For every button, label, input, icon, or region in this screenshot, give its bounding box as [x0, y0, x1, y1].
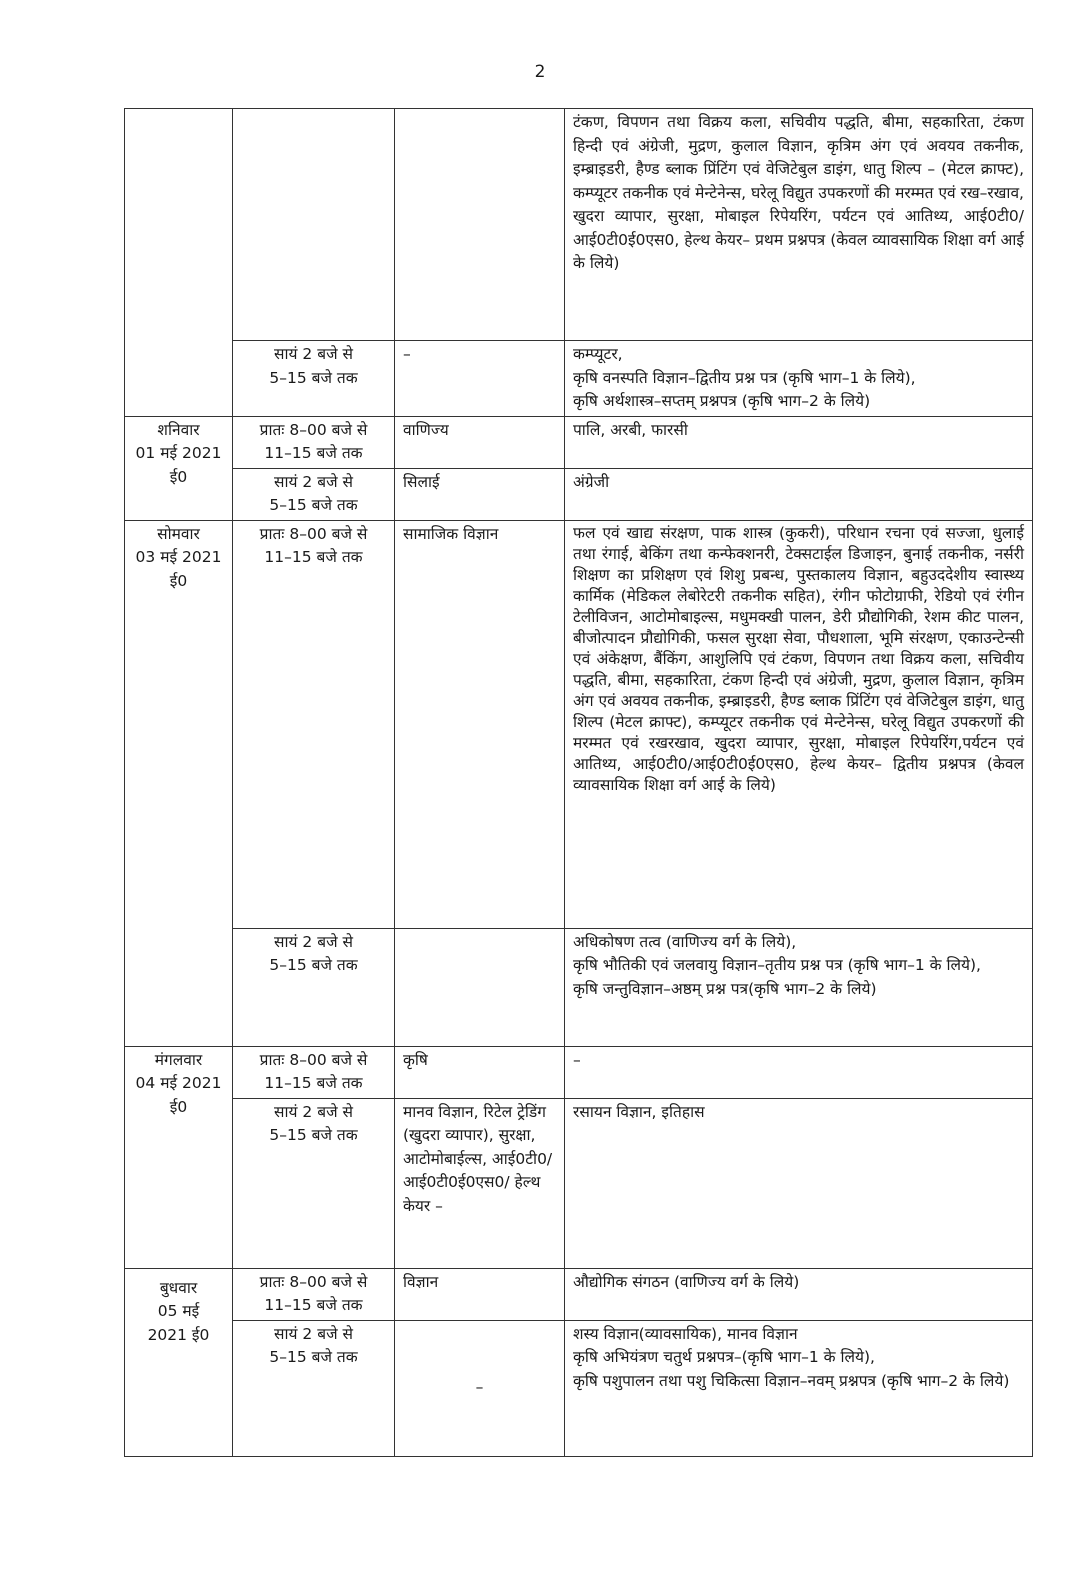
time-end: 11–15 बजे तक — [264, 548, 363, 566]
day-date: 03 मई 2021 — [135, 548, 222, 566]
time-start: सायं 2 बजे से — [274, 472, 353, 491]
paper-cell: रसायन विज्ञान, इतिहास — [565, 1098, 1033, 1268]
paper-line: कृषि भौतिकी एवं जलवायु विज्ञान–तृतीय प्रश्न पत्र (कृषि भाग–1 के लिये), — [573, 956, 981, 974]
day-name: सोमवार — [157, 524, 200, 543]
subject-cell: सिलाई — [395, 468, 565, 520]
time-cell — [233, 341, 395, 417]
day-name: मंगलवार — [154, 1050, 203, 1069]
paper-line: शस्य विज्ञान(व्यावसायिक), मानव विज्ञान — [573, 1324, 798, 1343]
time-start: प्रातः 8–00 बजे से — [259, 1050, 368, 1069]
table-row — [125, 1046, 1033, 1098]
day-era: ई0 — [169, 1097, 188, 1116]
time-start: सायं 2 बजे से — [274, 1102, 353, 1121]
time-end: 11–15 बजे तक — [264, 444, 363, 462]
paper-line: अधिकोषण तत्व (वाणिज्य वर्ग के लिये), — [573, 932, 797, 951]
subject-cell — [395, 109, 565, 341]
paper-cell: पालि, अरबी, फारसी — [565, 416, 1033, 468]
subject-cell: – — [395, 1320, 565, 1456]
time-end: 5–15 बजे तक — [269, 956, 358, 974]
table-row — [125, 1098, 1033, 1268]
time-cell — [233, 1046, 395, 1098]
paper-line: कृषि जन्तुविज्ञान–अष्ठम् प्रश्न पत्र(कृषि भाग–2 के लिये) — [573, 979, 877, 998]
day-date: 04 मई 2021 — [135, 1074, 222, 1092]
paper-cell — [565, 928, 1033, 1046]
subject-cell: कृषि — [395, 1046, 565, 1098]
subject-cell: सामाजिक विज्ञान — [395, 520, 565, 928]
time-cell — [233, 1320, 395, 1456]
time-cell — [233, 1098, 395, 1268]
table-row — [125, 1268, 1033, 1320]
day-cell — [125, 416, 233, 520]
table-row — [125, 416, 1033, 468]
table-row — [125, 341, 1033, 417]
time-cell — [233, 520, 395, 928]
time-cell — [233, 416, 395, 468]
day-cell — [125, 520, 233, 1046]
day-era: ई0 — [169, 571, 188, 590]
subject-cell: वाणिज्य — [395, 416, 565, 468]
paper-cell — [565, 1320, 1033, 1456]
table-row — [125, 109, 1033, 341]
subject-cell: – — [395, 341, 565, 417]
paper-line: कृषि अर्थशास्त्र–सप्तम् प्रश्नपत्र (कृषि भाग–2 के लिये) — [573, 392, 871, 410]
paper-cell: औद्योगिक संगठन (वाणिज्य वर्ग के लिये) — [565, 1268, 1033, 1320]
time-end: 5–15 बजे तक — [269, 368, 358, 387]
time-end: 5–15 बजे तक — [269, 1126, 358, 1144]
day-cell — [125, 1046, 233, 1268]
paper-line: कम्प्यूटर, — [573, 345, 623, 363]
table-row — [125, 928, 1033, 1046]
time-cell — [233, 109, 395, 341]
time-start: प्रातः 8–00 बजे से — [259, 524, 368, 543]
exam-schedule-table — [124, 108, 1033, 1457]
subject-cell: मानव विज्ञान, रिटेल ट्रेडिंग (खुदरा व्यापार), सुरक्षा, आटोमोबाईल्स, आई0टी0/ आई0टी0ई0एस0/ हेल्थ केयर – — [395, 1098, 565, 1268]
paper-line: कृषि अभियंत्रण चतुर्थ प्रश्नपत्र–(कृषि भाग–1 के लिये), — [573, 1348, 875, 1366]
page-number: 2 — [534, 62, 546, 82]
time-start: प्रातः 8–00 बजे से — [259, 1272, 368, 1291]
paper-cell: फल एवं खाद्य संरक्षण, पाक शास्त्र (कुकरी), परिधान रचना एवं सज्जा, धुलाई तथा रंगाई, बेकिंग तथा कन्फेक्शनरी, टेक्सटाईल डिजाइन, बुनाई तकनीक, नर्सरी शिक्षण का प्रशिक्षण एवं शिशु प्रबन्ध, पुस्तकालय विज्ञान, बहुउददेशीय स्वास्थ्य कार्मिक (मेडिकल लेबोरेटरी तकनीक सहित), रंगीन फोटोग्राफी, रेडियो एवं रंगीन टेलीविजन, आटोमोबाइल्स, मधुमक्खी पालन, डेरी प्रौद्योगिकी, रेशम कीट पालन, बीजोत्पादन प्रौद्योगिकी, फसल सुरक्षा सेवा, पौधशाला, भूमि संरक्षण, एकाउन्टेन्सी एवं अंकेक्षण, बैंकिंग, आशुलिपि एवं टंकण, विपणन तथा विक्रय कला, सचिवीय पद्धति, बीमा, सहकारिता, टंकण हिन्दी एवं अंग्रेजी, मुद्रण, कुलाल विज्ञान, कृत्रिम अंग एवं अवयव तकनीक, इम्ब्राइडरी, हैण्ड ब्लाक प्रिंटिंग एवं वेजिटेबुल डाइंग, धातु शिल्प (मेटल क्राफ्ट), कम्प्यूटर तकनीक एवं मेन्टेनेन्स, घरेलू विद्युत उपकरणों की मरम्मत एवं रखरखाव, खुदरा व्यापार, सुरक्षा, मोबाइल रिपेयरिंग,पर्यटन एवं आतिथ्य, आई0टी0/आई0टी0ई0एस0, हेल्थ केयर– द्वितीय प्रश्नपत्र (केवल व्यावसायिक शिक्षा वर्ग आई के लिये) — [565, 520, 1033, 928]
day-cell — [125, 109, 233, 417]
day-name: शनिवार — [157, 420, 200, 439]
paper-cell: – — [565, 1046, 1033, 1098]
day-date: 05 मई — [157, 1302, 200, 1320]
time-end: 5–15 बजे तक — [269, 496, 358, 514]
subject-cell: विज्ञान — [395, 1268, 565, 1320]
time-start: सायं 2 बजे से — [274, 932, 353, 951]
time-cell — [233, 928, 395, 1046]
time-start: प्रातः 8–00 बजे से — [259, 420, 368, 439]
day-date: 01 मई 2021 — [135, 444, 222, 462]
paper-line: कृषि पशुपालन तथा पशु चिकित्सा विज्ञान–नवम् प्रश्नपत्र (कृषि भाग–2 के लिये) — [573, 1371, 1010, 1390]
time-start: सायं 2 बजे से — [274, 345, 353, 363]
time-cell — [233, 1268, 395, 1320]
day-name: बुधवार — [159, 1278, 198, 1297]
time-end: 11–15 बजे तक — [264, 1296, 363, 1314]
table-row — [125, 468, 1033, 520]
time-cell — [233, 468, 395, 520]
day-era: 2021 ई0 — [147, 1325, 210, 1344]
time-end: 11–15 बजे तक — [264, 1074, 363, 1092]
subject-cell — [395, 928, 565, 1046]
paper-cell — [565, 341, 1033, 417]
table-row — [125, 520, 1033, 928]
table-row — [125, 1320, 1033, 1456]
day-cell — [125, 1268, 233, 1456]
time-start: सायं 2 बजे से — [274, 1324, 353, 1343]
day-era: ई0 — [169, 467, 188, 486]
paper-cell: टंकण, विपणन तथा विक्रय कला, सचिवीय पद्धति, बीमा, सहकारिता, टंकण हिन्दी एवं अंग्रेजी, मुद्रण, कुलाल विज्ञान, कृत्रिम अंग एवं अवयव तकनीक, इम्ब्राइडरी, हैण्ड ब्लाक प्रिंटिंग एवं वेजिटेबुल डाइंग, धातु शिल्प – (मेटल क्राफ्ट), कम्प्यूटर तकनीक एवं मेन्टेनेन्स, घरेलू विद्युत उपकरणों की मरम्मत एवं रख–रखाव, खुदरा व्यापार, सुरक्षा, मोबाइल रिपेयरिंग, पर्यटन एवं आतिथ्य, आई0टी0/आई0टी0ई0एस0, हेल्थ केयर– प्रथम प्रश्नपत्र (केवल व्यावसायिक शिक्षा वर्ग आई के लिये) — [565, 109, 1033, 341]
paper-cell: अंग्रेजी — [565, 468, 1033, 520]
paper-line: कृषि वनस्पति विज्ञान–द्वितीय प्रश्न पत्र (कृषि भाग–1 के लिये), — [573, 368, 916, 387]
time-end: 5–15 बजे तक — [269, 1348, 358, 1366]
